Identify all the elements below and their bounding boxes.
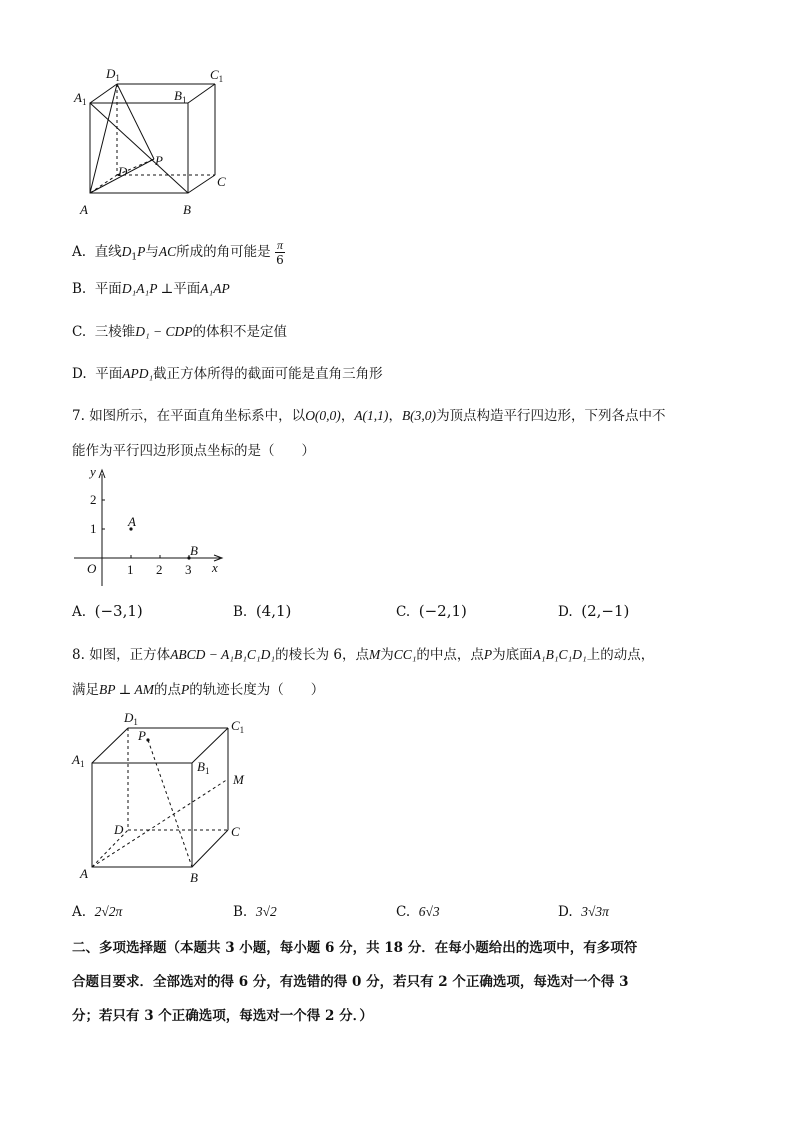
svg-text:1: 1	[127, 562, 134, 577]
q8-option-d: D. 3√3π	[558, 904, 609, 920]
label-b1: $B_1$	[174, 88, 187, 105]
q8-option-c: C. 6√3	[396, 904, 440, 920]
label-d: D	[114, 822, 124, 837]
q7-option-b: B. (4,1)	[233, 602, 292, 620]
section2-line3: 分；若只有 3 个正确选项，每选对一个得 2 分．）	[72, 1008, 373, 1024]
label-c1: $C_1$	[231, 718, 245, 735]
q7-option-d: D. (2,−1)	[558, 602, 630, 620]
label-p: P	[138, 728, 146, 743]
label-a1: $A_1$	[74, 90, 87, 107]
label-c1: $C_1$	[210, 67, 224, 84]
label-d1: $D_1$	[106, 66, 120, 83]
q8-option-a: A. 2√2π	[72, 904, 123, 920]
label-m: M	[233, 772, 244, 787]
label-b1: $B_1$	[197, 759, 210, 776]
label-b: B	[190, 870, 198, 885]
svg-text:2: 2	[90, 492, 97, 507]
label-d: D	[118, 164, 128, 179]
q8-option-b: B. 3√2	[233, 904, 277, 920]
svg-text:O: O	[87, 561, 97, 576]
q7-stem-line1: 7. 如图所示，在平面直角坐标系中，以O(0,0)，A(1,1)，B(3,0)为顶点构造平行四边形，下列各点中不	[72, 408, 666, 424]
q6-option-b: B. 平面D₁A₁P ⊥平面A₁AP	[72, 281, 230, 297]
q8-cube-figure	[70, 708, 260, 888]
label-p: P	[155, 153, 163, 168]
label-d1: $D_1$	[124, 710, 138, 727]
svg-text:A: A	[128, 514, 136, 529]
label-a: A	[80, 866, 88, 881]
q8-stem-line1: 8. 如图，正方体ABCD − A₁B₁C₁D₁的棱长为 6，点M为CC₁的中点，点P为底面A₁B₁C₁D₁上的动点，	[72, 647, 655, 663]
q6-option-a: A. 直线$D_1P$与AC所成的角可能是 $\frac{\pi}{6}$	[72, 238, 284, 267]
q7-option-a: A. (−3,1)	[72, 602, 143, 620]
section2-line1: 二、多项选择题（本题共 3 小题，每小题 6 分，共 18 分．在每小题给出的选项中，有多项符	[72, 940, 638, 956]
label-a1: $A_1$	[72, 752, 85, 769]
q8-stem-line2: 满足BP ⊥ AM的点P的轨迹长度为（ ）	[72, 682, 325, 698]
svg-text:y: y	[90, 466, 96, 479]
q6-option-c: C. 三棱锥D₁ − CDP的体积不是定值	[72, 324, 288, 340]
q7-option-c: C. (−2,1)	[396, 602, 467, 620]
svg-text:1: 1	[90, 521, 97, 536]
q7-stem-line2: 能作为平行四边形顶点坐标的是（ ）	[72, 443, 315, 459]
pi-over-6: $\frac{\pi}{6}$	[276, 238, 284, 267]
label-b: B	[183, 202, 191, 217]
q6-option-d: D. 平面APD₁截正方体所得的截面可能是直角三角形	[72, 366, 383, 382]
q6-cube-figure	[70, 62, 240, 222]
q7-coordinate-graph	[70, 466, 230, 588]
label-c: C	[217, 174, 226, 189]
label-a: A	[80, 202, 88, 217]
section2-line2: 合题目要求．全部选对的得 6 分，有选错的得 0 分，若只有 2 个正确选项，每选对一个得 3	[72, 974, 629, 990]
label-c: C	[231, 824, 240, 839]
svg-text:2: 2	[156, 562, 163, 577]
svg-text:B: B	[190, 543, 198, 558]
svg-text:3: 3	[185, 562, 192, 577]
svg-text:x: x	[212, 560, 218, 575]
